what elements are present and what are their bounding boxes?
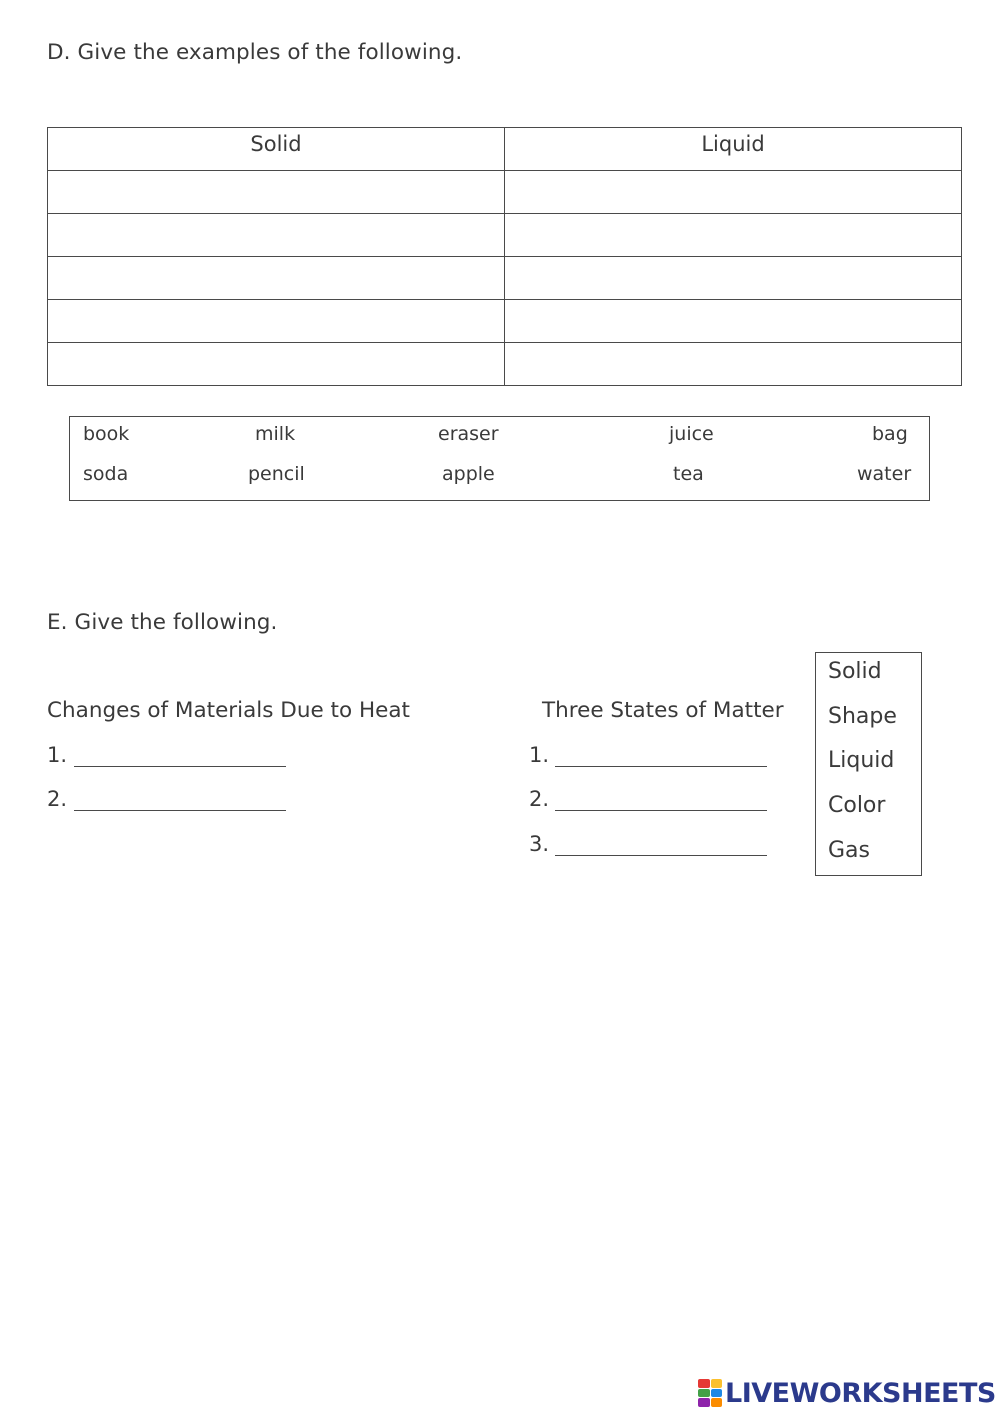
table-header-liquid: Liquid: [505, 128, 962, 171]
word-bank-item: bag: [872, 423, 908, 445]
answer-blank-state-1[interactable]: [555, 766, 767, 767]
answer-cell-solid[interactable]: [48, 257, 504, 299]
answer-blank-state-3[interactable]: [555, 855, 767, 856]
answer-blank-heat-1[interactable]: [74, 766, 286, 767]
states-of-matter-title: Three States of Matter: [542, 698, 784, 723]
choice-item: Solid: [828, 659, 882, 684]
answer-cell-solid[interactable]: [48, 171, 504, 213]
answer-cell-solid[interactable]: [48, 214, 504, 256]
answer-cell-liquid[interactable]: [505, 343, 961, 385]
answer-cell-liquid[interactable]: [505, 257, 961, 299]
logo-mark-icon: [698, 1379, 722, 1407]
item-number: 2.: [529, 787, 550, 811]
choice-item: Shape: [828, 704, 897, 729]
table-header-solid: Solid: [48, 128, 505, 171]
liveworksheets-logo: [698, 1376, 996, 1410]
word-bank-item: pencil: [248, 463, 305, 485]
table-row: [48, 343, 962, 386]
section-e-heading: E. Give the following.: [47, 610, 278, 635]
answer-cell-solid[interactable]: [48, 343, 504, 385]
answer-cell-liquid[interactable]: [505, 171, 961, 213]
answer-blank-state-2[interactable]: [555, 810, 767, 811]
changes-due-to-heat-title: Changes of Materials Due to Heat: [47, 698, 410, 723]
item-number: 1.: [529, 743, 550, 767]
table-row: [48, 300, 962, 343]
word-bank-item: milk: [255, 423, 296, 445]
word-bank-item: apple: [442, 463, 495, 485]
word-bank-item: soda: [83, 463, 129, 485]
table-row: [48, 171, 962, 214]
choices-box: [815, 652, 922, 876]
choice-item: Gas: [828, 838, 870, 863]
answer-cell-liquid[interactable]: [505, 214, 961, 256]
answer-blank-heat-2[interactable]: [74, 810, 286, 811]
logo-text: LIVEWORKSHEETS: [725, 1377, 996, 1409]
answer-cell-liquid[interactable]: [505, 300, 961, 342]
word-bank-item: eraser: [438, 423, 499, 445]
choice-item: Color: [828, 793, 886, 818]
item-number: 3.: [529, 832, 550, 856]
choice-item: Liquid: [828, 748, 895, 773]
word-bank: [69, 416, 930, 501]
word-bank-item: juice: [669, 423, 714, 445]
item-number: 2.: [47, 787, 68, 811]
word-bank-item: tea: [673, 463, 704, 485]
answer-cell-solid[interactable]: [48, 300, 504, 342]
section-d-heading: D. Give the examples of the following.: [47, 40, 463, 65]
solid-liquid-table: [47, 127, 962, 386]
table-row: [48, 214, 962, 257]
word-bank-item: water: [857, 463, 912, 485]
table-row: [48, 257, 962, 300]
word-bank-item: book: [83, 423, 130, 445]
item-number: 1.: [47, 743, 68, 767]
